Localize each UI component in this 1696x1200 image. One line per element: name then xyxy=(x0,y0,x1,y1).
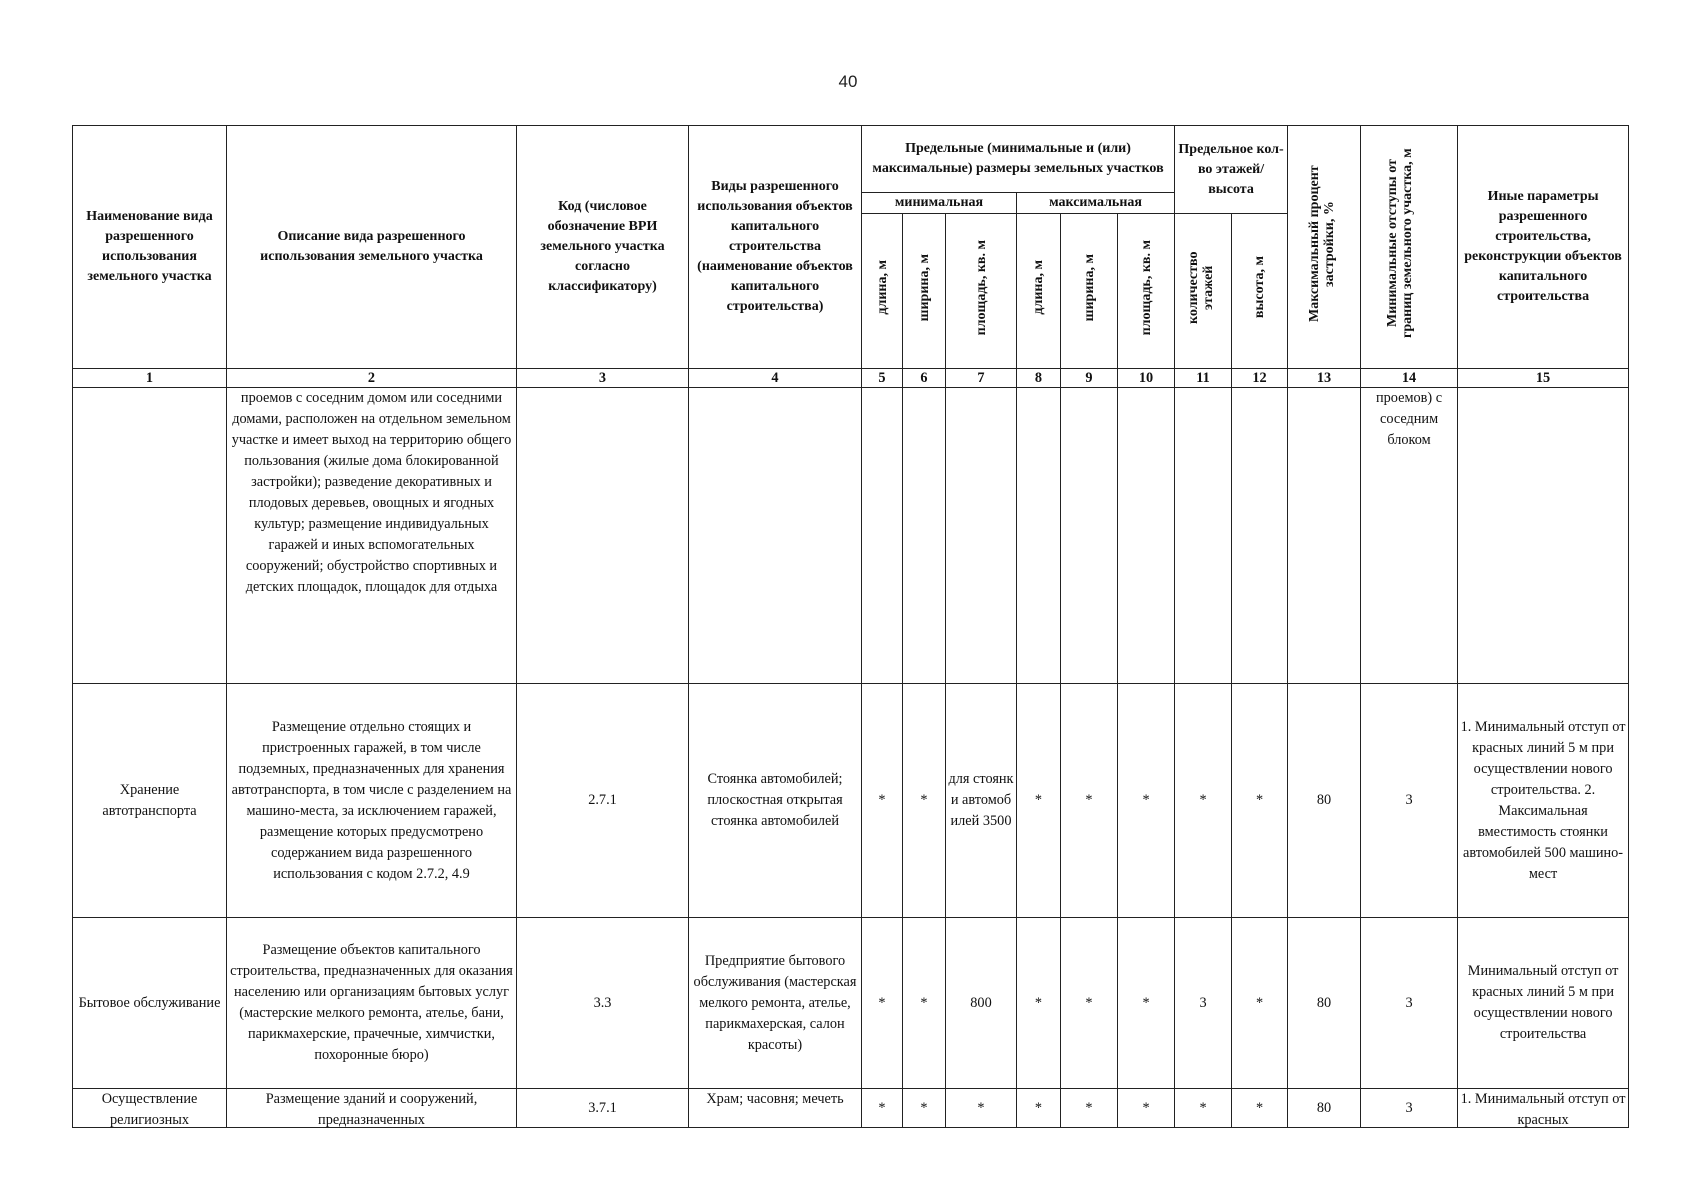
cell-max-area: * xyxy=(1118,684,1175,918)
cell-setbacks: 3 xyxy=(1361,918,1458,1089)
cell-code: 3.3 xyxy=(517,918,689,1089)
cell-setbacks: проемов) с соседним блоком xyxy=(1361,388,1458,684)
cell-setbacks: 3 xyxy=(1361,1089,1458,1128)
cell-description: Размещение объектов капитального строительства, предназначенных для оказания населению или организациям бытовых услуг (мастерские мелкого ремонта, ателье, бани, парикмахерские, прачечные, химчистки, похоронные бюро) xyxy=(227,918,517,1089)
cell-build-percent: 80 xyxy=(1288,918,1361,1089)
table-row xyxy=(73,684,1629,918)
cell-max-length: * xyxy=(1017,684,1061,918)
cell-max-area: * xyxy=(1118,918,1175,1089)
cell-floors xyxy=(1175,388,1232,684)
header-height: высота, м xyxy=(1232,214,1288,369)
cell-setbacks: 3 xyxy=(1361,684,1458,918)
cell-name xyxy=(73,1089,227,1128)
cell-max-width: * xyxy=(1061,1089,1118,1128)
cell-code: 2.7.1 xyxy=(517,684,689,918)
cell-min-length: * xyxy=(862,684,903,918)
cell-max-width: * xyxy=(1061,918,1118,1089)
column-number: 8 xyxy=(1017,369,1061,388)
header-max-width: ширина, м xyxy=(1061,214,1118,369)
cell-description: Размещение отдельно стоящих и пристроенных гаражей, в том числе подземных, предназначенных для хранения автотранспорта, в том числе с разделением на машино-места, за исключением гаражей, размещение которых предусмотрено содержанием вида разрешенного использования с кодом 2.7.2, 4.9 xyxy=(227,684,517,918)
column-number: 5 xyxy=(862,369,903,388)
cell-max-length xyxy=(1017,388,1061,684)
cell-height: * xyxy=(1232,684,1288,918)
cell-build-percent: 80 xyxy=(1288,684,1361,918)
column-number: 9 xyxy=(1061,369,1118,388)
cell-other xyxy=(1458,1089,1629,1128)
column-number: 13 xyxy=(1288,369,1361,388)
cell-max-width: * xyxy=(1061,684,1118,918)
cell-max-area xyxy=(1118,388,1175,684)
header-other-parameters: Иные параметры разрешенного строительства, реконструкции объектов капитального строительства xyxy=(1458,126,1629,369)
header-min-length: длина, м xyxy=(862,214,903,369)
cell-name xyxy=(73,388,227,684)
table-row xyxy=(73,388,1629,684)
cell-floors: * xyxy=(1175,1089,1232,1128)
header-max-length: длина, м xyxy=(1017,214,1061,369)
cell-description: проемов с соседним домом или соседними домами, расположен на отдельном земельном участке и имеет выход на территорию общего пользования (жилые дома блокированной застройки); разведение декоративных и плодовых деревьев, овощных и ягодных культур; размещение индивидуальных гаражей и иных вспомогательных сооружений; обустройство спортивных и детских площадок, площадок для отдыха xyxy=(227,388,517,684)
cell-max-length: * xyxy=(1017,918,1061,1089)
header-floors-count: количество этажей xyxy=(1175,214,1232,369)
cell-floors: 3 xyxy=(1175,918,1232,1089)
cell-min-area xyxy=(946,388,1017,684)
header-maximal: максимальная xyxy=(1017,193,1175,214)
column-number: 11 xyxy=(1175,369,1232,388)
column-number: 14 xyxy=(1361,369,1458,388)
cell-name: Бытовое обслуживание xyxy=(73,918,227,1089)
cell-min-area: * xyxy=(946,1089,1017,1128)
table-row xyxy=(73,918,1629,1089)
cell-name: Хранение автотранспорта xyxy=(73,684,227,918)
cell-description xyxy=(227,1089,517,1128)
column-number: 1 xyxy=(73,369,227,388)
column-number: 12 xyxy=(1232,369,1288,388)
cell-max-length: * xyxy=(1017,1089,1061,1128)
cell-min-area: 800 xyxy=(946,918,1017,1089)
cell-height xyxy=(1232,388,1288,684)
cell-min-width: * xyxy=(903,1089,946,1128)
table-row xyxy=(73,1089,1629,1128)
cell-kinds: Предприятие бытового обслуживания (мастерская мелкого ремонта, ателье, парикмахерская, салон красоты) xyxy=(689,918,862,1089)
column-numbers-row xyxy=(73,369,1629,388)
cell-code xyxy=(517,388,689,684)
column-number: 3 xyxy=(517,369,689,388)
cell-floors: * xyxy=(1175,684,1232,918)
header-min-setbacks: Минимальные отступы от границ земельного участка, м xyxy=(1361,126,1458,369)
cell-kinds: Стоянка автомобилей; плоскостная открытая стоянка автомобилей xyxy=(689,684,862,918)
cell-min-length xyxy=(862,388,903,684)
header-description: Описание вида разрешенного использования земельного участка xyxy=(227,126,517,369)
cell-build-percent xyxy=(1288,388,1361,684)
header-code: Код (числовое обозначение ВРИ земельного участка согласно классификатору) xyxy=(517,126,689,369)
cell-max-area: * xyxy=(1118,1089,1175,1128)
column-number: 7 xyxy=(946,369,1017,388)
cell-other: 1. Минимальный отступ от красных линий 5 м при осуществлении нового строительства. 2. Максимальная вместимость стоянки автомобилей 500 машино-мест xyxy=(1458,684,1629,918)
cell-other-text: 1. Минимальный отступ от красных xyxy=(1460,1091,1626,1127)
column-number: 4 xyxy=(689,369,862,388)
cell-name-text: Осуществление религиозных xyxy=(101,1091,198,1127)
cell-max-width xyxy=(1061,388,1118,684)
page-number: 40 xyxy=(838,72,858,91)
cell-height: * xyxy=(1232,918,1288,1089)
header-max-build-percent: Максимальный процент застройки, % xyxy=(1288,126,1361,369)
header-plot-size-limits: Предельные (минимальные и (или) максимальные) размеры земельных участков xyxy=(862,126,1175,193)
column-number: 10 xyxy=(1118,369,1175,388)
cell-kinds xyxy=(689,388,862,684)
cell-min-width: * xyxy=(903,918,946,1089)
cell-min-length: * xyxy=(862,918,903,1089)
cell-other xyxy=(1458,388,1629,684)
cell-min-length: * xyxy=(862,1089,903,1128)
column-number: 2 xyxy=(227,369,517,388)
cell-min-width xyxy=(903,388,946,684)
header-floors-height-limit: Предельное кол-во этажей/высота xyxy=(1175,126,1288,214)
cell-min-area: для стоянки автомобилей 3500 xyxy=(946,684,1017,918)
header-minimal: минимальная xyxy=(862,193,1017,214)
header-min-width: ширина, м xyxy=(903,214,946,369)
header-name: Наименование вида разрешенного использования земельного участка xyxy=(73,126,227,369)
cell-height: * xyxy=(1232,1089,1288,1128)
cell-kinds-text: Храм; часовня; мечеть xyxy=(706,1091,844,1107)
header-min-area: площадь, кв. м xyxy=(946,214,1017,369)
header-capital-construction-kinds: Виды разрешенного использования объектов капитального строительства (наименование объектов капитального строительства) xyxy=(689,126,862,369)
cell-description-text: Размещение зданий и сооружений, предназначенных xyxy=(265,1091,478,1127)
cell-kinds xyxy=(689,1089,862,1128)
cell-code: 3.7.1 xyxy=(517,1089,689,1128)
column-number: 15 xyxy=(1458,369,1629,388)
cell-other: Минимальный отступ от красных линий 5 м при осуществлении нового строительства xyxy=(1458,918,1629,1089)
column-number: 6 xyxy=(903,369,946,388)
cell-build-percent: 80 xyxy=(1288,1089,1361,1128)
zoning-regulations-table xyxy=(72,125,1629,1128)
header-max-area: площадь, кв. м xyxy=(1118,214,1175,369)
cell-min-width: * xyxy=(903,684,946,918)
